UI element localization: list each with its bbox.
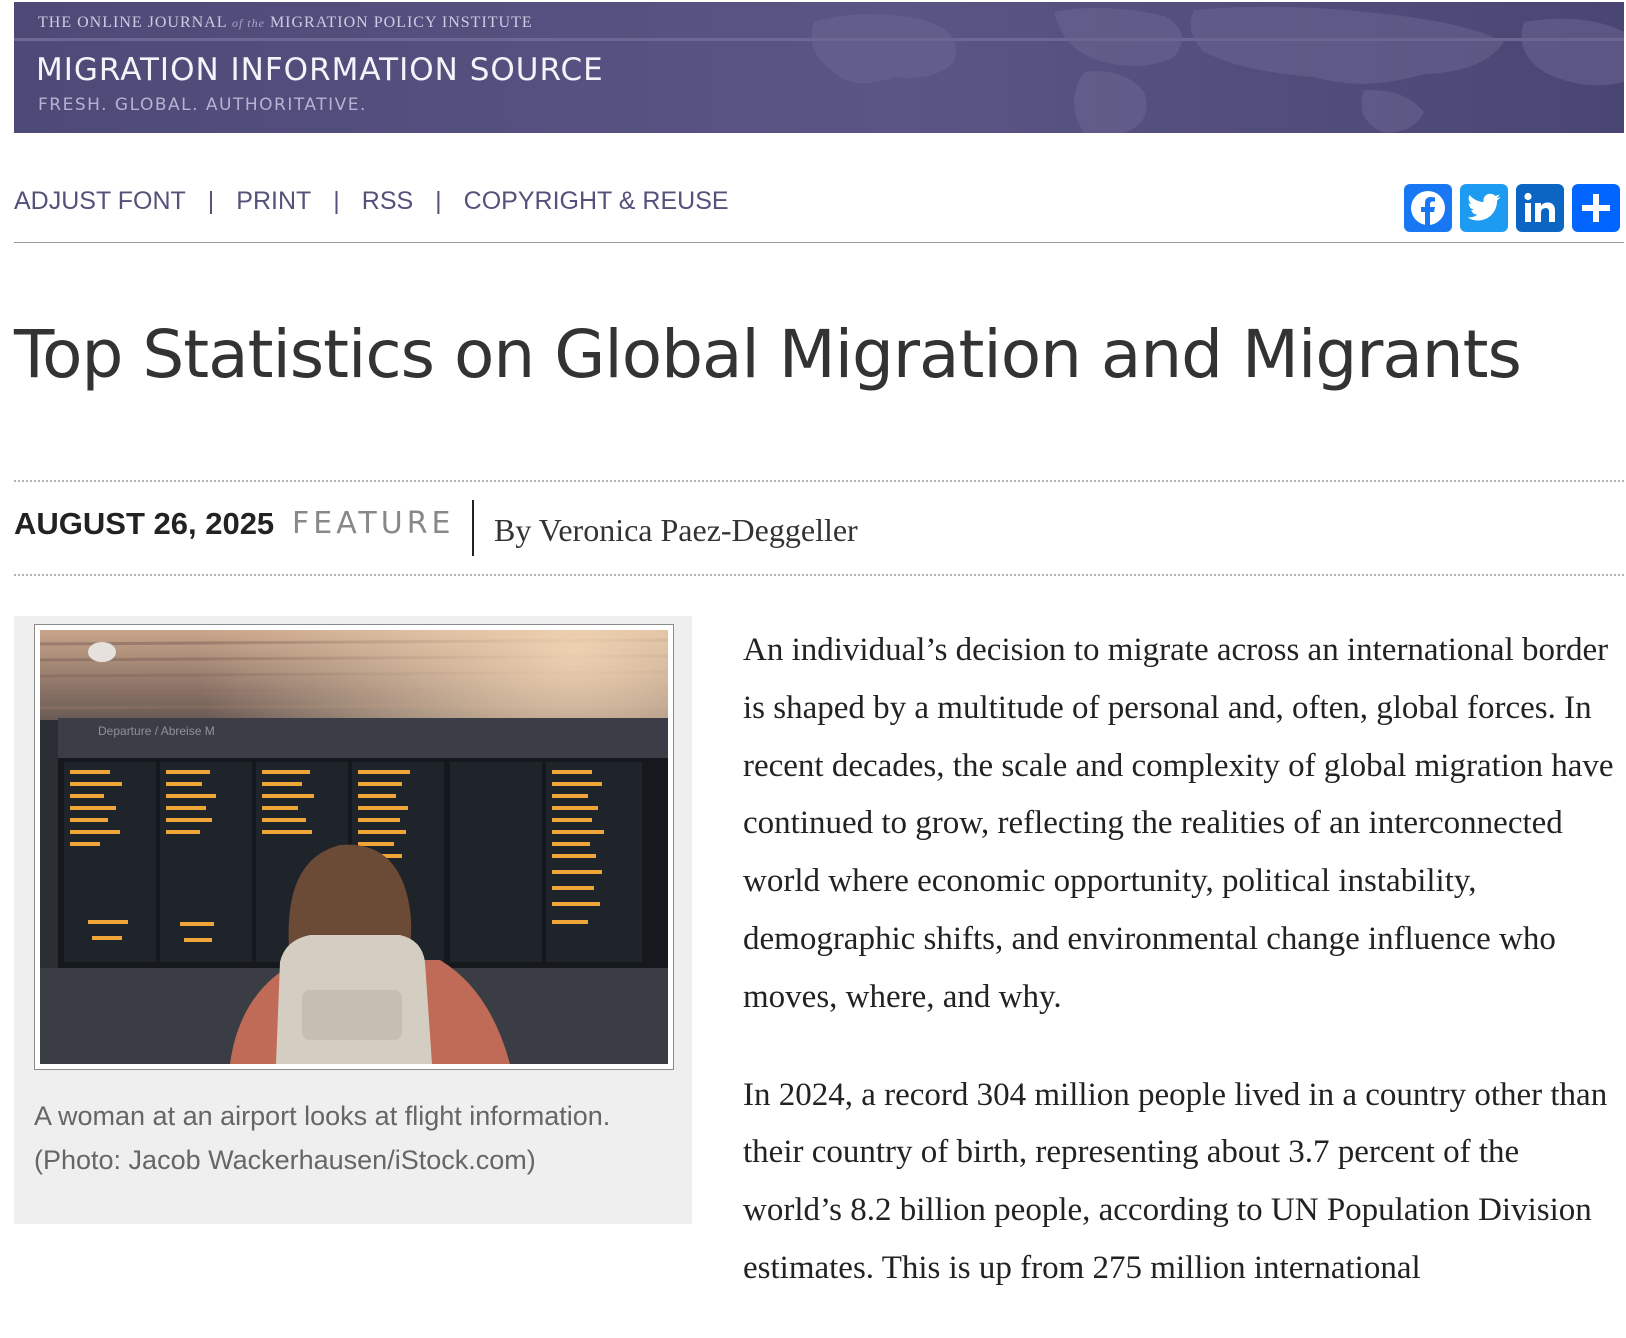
- meta-bottom-divider: [14, 574, 1624, 576]
- caption-text: A woman at an airport looks at flight information.: [34, 1101, 611, 1131]
- meta-top-divider: [14, 480, 1624, 482]
- toolbar-separator: |: [435, 186, 442, 215]
- rss-link[interactable]: RSS: [361, 186, 414, 215]
- caption-credit: (Photo: Jacob Wackerhausen/iStock.com): [34, 1145, 536, 1175]
- journal-label-of: of the: [231, 16, 265, 30]
- journal-label: [38, 14, 533, 32]
- airport-photo: [40, 630, 668, 1064]
- site-banner[interactable]: [14, 2, 1624, 133]
- facebook-icon: [1408, 188, 1448, 228]
- world-map-graphic: [724, 2, 1624, 133]
- article-photo[interactable]: [34, 624, 674, 1070]
- meta-divider: [472, 500, 474, 556]
- plus-icon: [1578, 190, 1614, 226]
- article-paragraph: An individual’s decision to migrate across an international border is shaped by a multitude of personal and, often, global forces. In recent decades, the scale and complexity of global migration have continued to grow, reflecting the realities of an interconnected world where economic opportunity, political instability, demographic shifts, and environmental change influence who moves, where, and why.: [743, 632, 1614, 1015]
- facebook-share-button[interactable]: [1404, 184, 1452, 232]
- article-toolbar: [14, 184, 729, 218]
- linkedin-share-button[interactable]: [1516, 184, 1564, 232]
- journal-label-left: THE ONLINE JOURNAL: [38, 14, 227, 31]
- board-header-text: Departure / Abreise M: [98, 724, 215, 738]
- toolbar-divider: [14, 242, 1624, 243]
- site-tagline: FRESH. GLOBAL. AUTHORITATIVE.: [38, 95, 367, 115]
- article-body: [743, 622, 1623, 1338]
- article-type[interactable]: FEATURE: [292, 506, 455, 541]
- twitter-icon: [1466, 190, 1502, 226]
- more-share-button[interactable]: [1572, 184, 1620, 232]
- linkedin-icon: [1522, 190, 1558, 226]
- toolbar-separator: |: [333, 186, 340, 215]
- article-title: Top Statistics on Global Migration and Migrants: [14, 316, 1521, 393]
- article-byline[interactable]: By Veronica Paez-Deggeller: [494, 512, 858, 548]
- print-link[interactable]: PRINT: [236, 186, 312, 215]
- article-figure: [14, 616, 692, 1224]
- site-title[interactable]: MIGRATION INFORMATION SOURCE: [36, 52, 604, 88]
- copyright-reuse-link[interactable]: COPYRIGHT & REUSE: [463, 186, 729, 215]
- adjust-font-link[interactable]: ADJUST FONT: [14, 186, 186, 215]
- journal-label-right: MIGRATION POLICY INSTITUTE: [269, 14, 533, 31]
- toolbar-separator: |: [207, 186, 215, 215]
- article-date: AUGUST 26, 2025: [14, 506, 275, 541]
- article-paragraph: In 2024, a record 304 million people lived in a country other than their country of birth, representing about 3.7 percent of the world’s 8.2 billion people, according to UN Population Division estimates. This is up from 275 million international: [743, 1076, 1608, 1286]
- figure-caption: [34, 1094, 674, 1182]
- twitter-share-button[interactable]: [1460, 184, 1508, 232]
